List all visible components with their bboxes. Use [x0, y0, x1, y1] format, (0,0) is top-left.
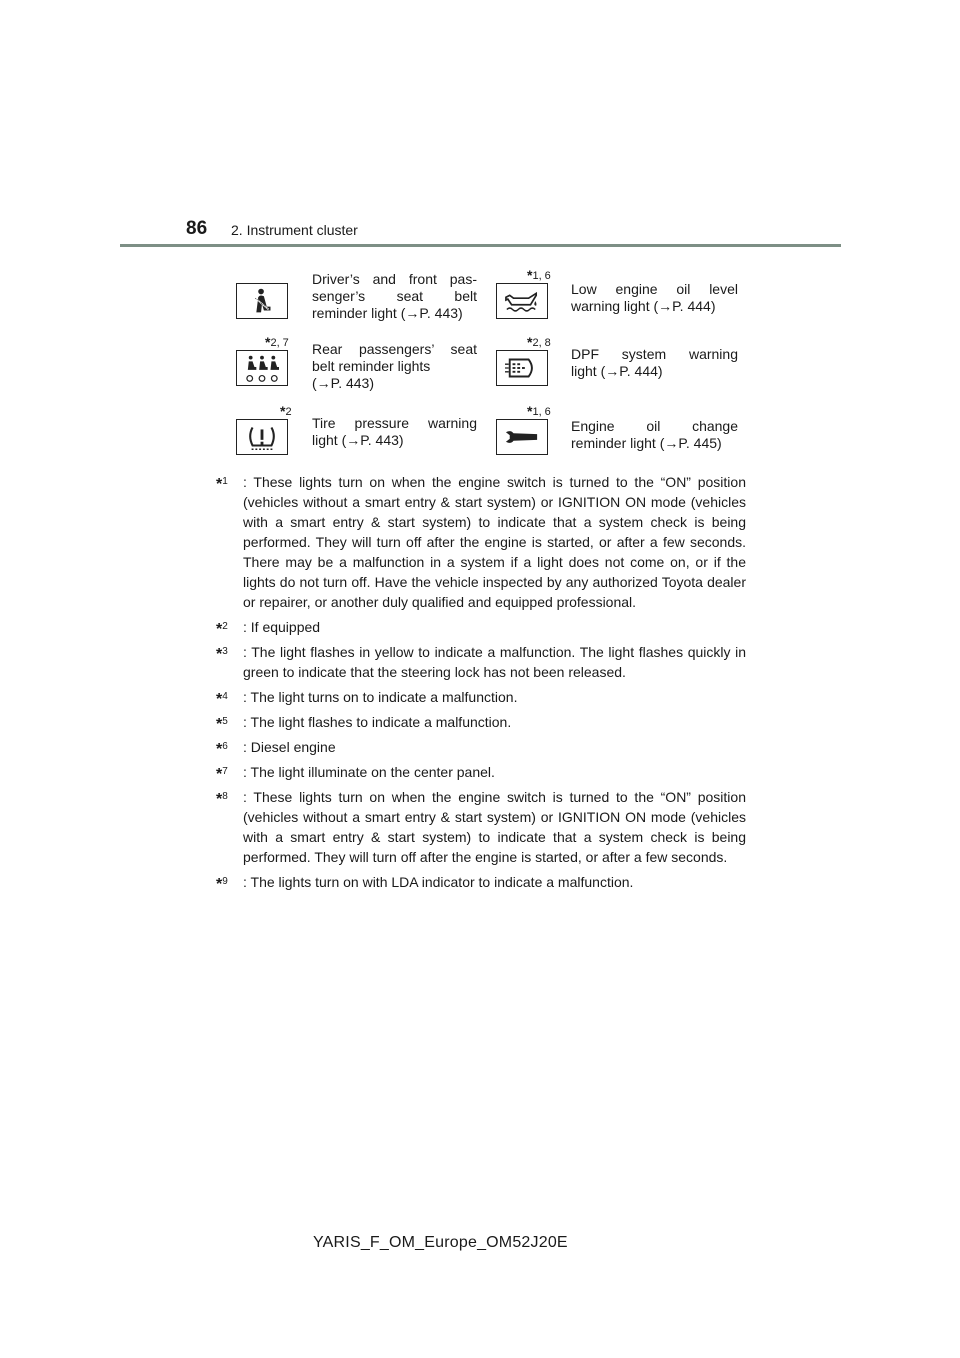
desc-line: light (→P. 443)	[312, 432, 404, 448]
note-reference-number: 1, 6	[532, 270, 551, 282]
footnote-3: *$^3$ : The light flashes in yellow to indicate a malfunction. The light flashes quickly in green to indicate that the steering lock has not been released.	[216, 644, 746, 680]
tire-pressure-warning-icon	[236, 419, 288, 455]
tire-pressure-warning-description	[312, 415, 477, 449]
desc-line: Low engine oil level	[571, 281, 738, 297]
section-title: 2. Instrument cluster	[231, 222, 358, 238]
desc-line: Rear passengers’ seat	[312, 341, 477, 357]
footnote-text: : If equipped	[243, 619, 321, 635]
desc-line: Engine oil change	[571, 418, 738, 434]
footnote-7: *$^7$ : The light illuminate on the center panel.	[216, 764, 495, 783]
footnote-text: : The light illuminate on the center panel.	[243, 764, 495, 780]
footnote-text: : These lights turn on when the engine switch is turned to the “ON” position (vehicles without a smart entry & start system) or IGNITION ON mode (vehicles with a smart entry & start system) to indicate that a system check is being performed. They will turn off after the engine is started, or after a few seconds.	[243, 789, 746, 865]
note-reference: *1, 6	[527, 267, 551, 283]
desc-line: senger’s seat belt	[312, 288, 477, 304]
desc-line: warning light (→P. 444)	[571, 298, 716, 314]
rear-seat-belt-reminder-icon	[236, 350, 288, 386]
note-reference-number: 1, 6	[532, 406, 551, 418]
desc-line: light (→P. 444)	[571, 363, 663, 379]
footnote-text: : These lights turn on when the engine switch is turned to the “ON” position (vehicles without a smart entry & start system) or IGNITION ON mode (vehicles with a smart entry & start system) to indicate that a system check is being performed. They will turn off after the engine is started, or after a few seconds. There may be a malfunction in a system if a light does not come on, or if the lights do not turn off. Have the vehicle inspected by any authorized Toyota dealer or repairer, or another duly qualified and equipped professional.	[243, 474, 746, 610]
note-reference-number: 2, 8	[532, 337, 551, 349]
note-reference-number: 2	[285, 406, 292, 418]
desc-line: reminder light (→P. 443)	[312, 305, 463, 321]
footnote-text: : The light turns on to indicate a malfunction.	[243, 689, 518, 705]
seat-belt-reminder-description	[312, 271, 477, 322]
document-id: YARIS_F_OM_Europe_OM52J20E	[313, 1234, 568, 1251]
note-reference: *2, 8	[527, 334, 551, 350]
footnote-text: : Diesel engine	[243, 739, 336, 755]
header-divider	[120, 244, 841, 247]
footnote-1: *$^1$ : These lights turn on when the engine switch is turned to the “ON” position (vehicles without a smart entry & start system) or IGNITION ON mode (vehicles with a smart entry & start system) to indicate that a system check is being performed. They will turn off after the engine is started, or after a few seconds. There may be a malfunction in a system if a light does not come on, or if the lights do not turn off. Have the vehicle inspected by any authorized Toyota dealer or repairer, or another duly qualified and equipped professional.	[216, 474, 746, 610]
desc-line: Tire pressure warning	[312, 415, 477, 431]
desc-line: (→P. 443)	[312, 375, 374, 391]
footnote-5: *$^5$ : The light flashes to indicate a malfunction.	[216, 714, 512, 733]
dpf-warning-description	[571, 346, 738, 380]
desc-line: reminder light (→P. 445)	[571, 435, 722, 451]
footnote-8: *$^8$ : These lights turn on when the engine switch is turned to the “ON” position (vehicles without a smart entry & start system) or IGNITION ON mode (vehicles with a smart entry & start system) to indicate that a system check is being performed. They will turn off after the engine is started, or after a few seconds.	[216, 789, 746, 865]
note-reference: *1, 6	[527, 403, 551, 419]
footnotes-section	[216, 472, 746, 897]
low-oil-level-description	[571, 281, 738, 315]
rear-seat-belt-reminder-description	[312, 341, 477, 392]
footnote-2: *$^2$ : If equipped	[216, 619, 321, 638]
desc-line: belt reminder lights	[312, 358, 431, 374]
note-reference: *2	[280, 403, 292, 419]
note-reference-number: 2, 7	[270, 337, 289, 349]
oil-change-reminder-description	[571, 418, 738, 452]
footnote-6: *$^6$ : Diesel engine	[216, 739, 336, 758]
dpf-warning-icon	[496, 350, 548, 386]
low-oil-level-icon	[496, 283, 548, 319]
seat-belt-reminder-icon	[236, 283, 288, 319]
footnote-9: *$^9$ : The lights turn on with LDA indicator to indicate a malfunction.	[216, 874, 634, 893]
desc-line: DPF system warning	[571, 346, 738, 362]
note-reference: *2, 7	[265, 334, 289, 350]
desc-line: Driver’s and front pas-	[312, 271, 477, 287]
oil-change-reminder-icon	[496, 419, 548, 455]
footnote-text: : The light flashes to indicate a malfunction.	[243, 714, 512, 730]
footnote-text: : The lights turn on with LDA indicator to indicate a malfunction.	[243, 874, 634, 890]
page-number: 86	[186, 218, 208, 239]
footnote-4: *$^4$ : The light turns on to indicate a malfunction.	[216, 689, 518, 708]
footnote-text: : The light flashes in yellow to indicate a malfunction. The light flashes quickly in green to indicate that the steering lock has not been released.	[243, 644, 746, 680]
